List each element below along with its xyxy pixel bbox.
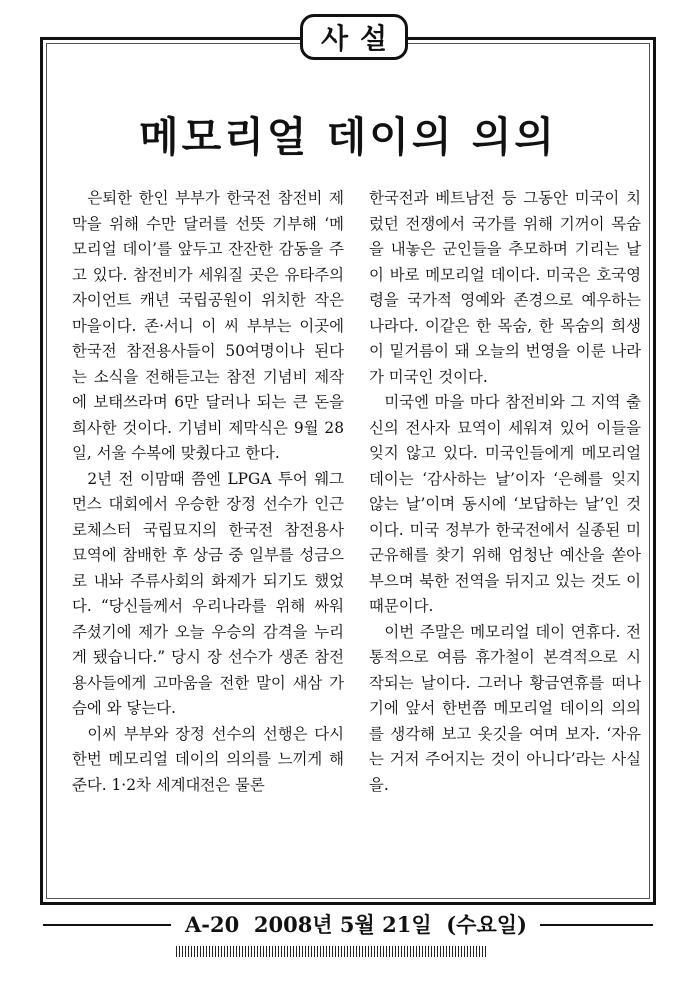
footer-hatch-decoration [176,946,486,957]
editorial-headline: 메모리얼 데이의 의의 [138,113,557,161]
paragraph: 미국엔 마을 마다 참전비와 그 지역 출신의 전사자 묘역이 세워져 있어 이들을 잊지 않고 있다. 미국인들에게 메모리얼 데이는 ‘감사하는 날’이자 ‘은혜를 잊지 않는 날’이며 동시에 ‘보답하는 날’인 것이다. 미국 정부가 한국전에서 실종된 미군유해를 찾기 위해 엄청난 예산을 쏟아 부으며 북한 전역을 뒤지고 있는 것도 이 때문이다. [369,393,641,615]
page-footer [40,910,656,940]
publication-weekday: (수요일) [446,912,527,937]
footer-rule-left [43,924,171,926]
section-label-text: 사설 [320,22,400,55]
paragraph: 한국전과 베트남전 등 그동안 미국이 치렀던 전쟁에서 국가를 위해 기꺼이 목숨을 내놓은 군인들을 추모하며 기리는 날이 바로 메모리얼 데이다. 미국은 호국영령을 국가적 영예와 존경으로 예우하는 나라다. 이같은 한 목숨, 한 목숨의 희생이 밑거름이 돼 오늘의 번영을 이룬 나라가 미국인 것이다. [369,189,641,386]
paragraph: 이번 주말은 메모리얼 데이 연휴다. 전통적으로 여름 휴가철이 본격적으로 시작되는 날이다. 그러나 황금연휴를 떠나기에 앞서 한번쯤 메모리얼 데이의 의의를 생각해 보고 옷깃을 여며 보자. ‘자유는 거저 주어지는 것이 아니다’라는 사실을. [369,622,641,794]
section-label-badge [300,14,408,60]
publication-date: 2008년 5월 21일 [253,912,432,937]
footer-rule-right [540,924,653,926]
paragraph: 2년 전 이맘때 쯤엔 LPGA 투어 웨그먼스 대회에서 우승한 장정 선수가 인근 로체스터 국립묘지의 한국전 참전용사 묘역에 참배한 후 상금 중 일부를 성금으로 내놔 주류사회의 화제가 되기도 했었다. “당신들께서 우리나라를 위해 싸워 주셨기에 제가 오늘 우승의 감격을 누리게 됐습니다.” 당시 장 선수가 생존 참전용사들에게 고마움을 전한 말이 새삼 가슴에 와 닿는다. [72,469,344,717]
paragraph: 이씨 부부와 장정 선수의 선행은 다시 한번 메모리얼 데이의 의의를 느끼게 해 준다. 1·2차 세계대전은 물론 [72,724,344,794]
article-column-right [369,186,641,798]
page-number: A-20 [185,912,240,937]
footer-dateline [173,910,539,940]
article-column-left [72,186,344,798]
paragraph: 은퇴한 한인 부부가 한국전 참전비 제막을 위해 수만 달러를 선뜻 기부해 ‘메모리얼 데이’를 앞두고 잔잔한 감동을 주고 있다. 참전비가 세워질 곳은 유타주의 자이언트 캐년 국립공원이 위치한 작은 마을이다. 존·서니 이 씨 부부는 이곳에 한국전 참전용사들이 50여명이나 된다는 소식을 전해듣고는 참전 기념비 제작에 보태쓰라며 6만 달러나 되는 큰 돈을 희사한 것이다. 기념비 제막식은 9월 28일, 서울 수복에 맞췄다고 한다. [72,189,344,462]
